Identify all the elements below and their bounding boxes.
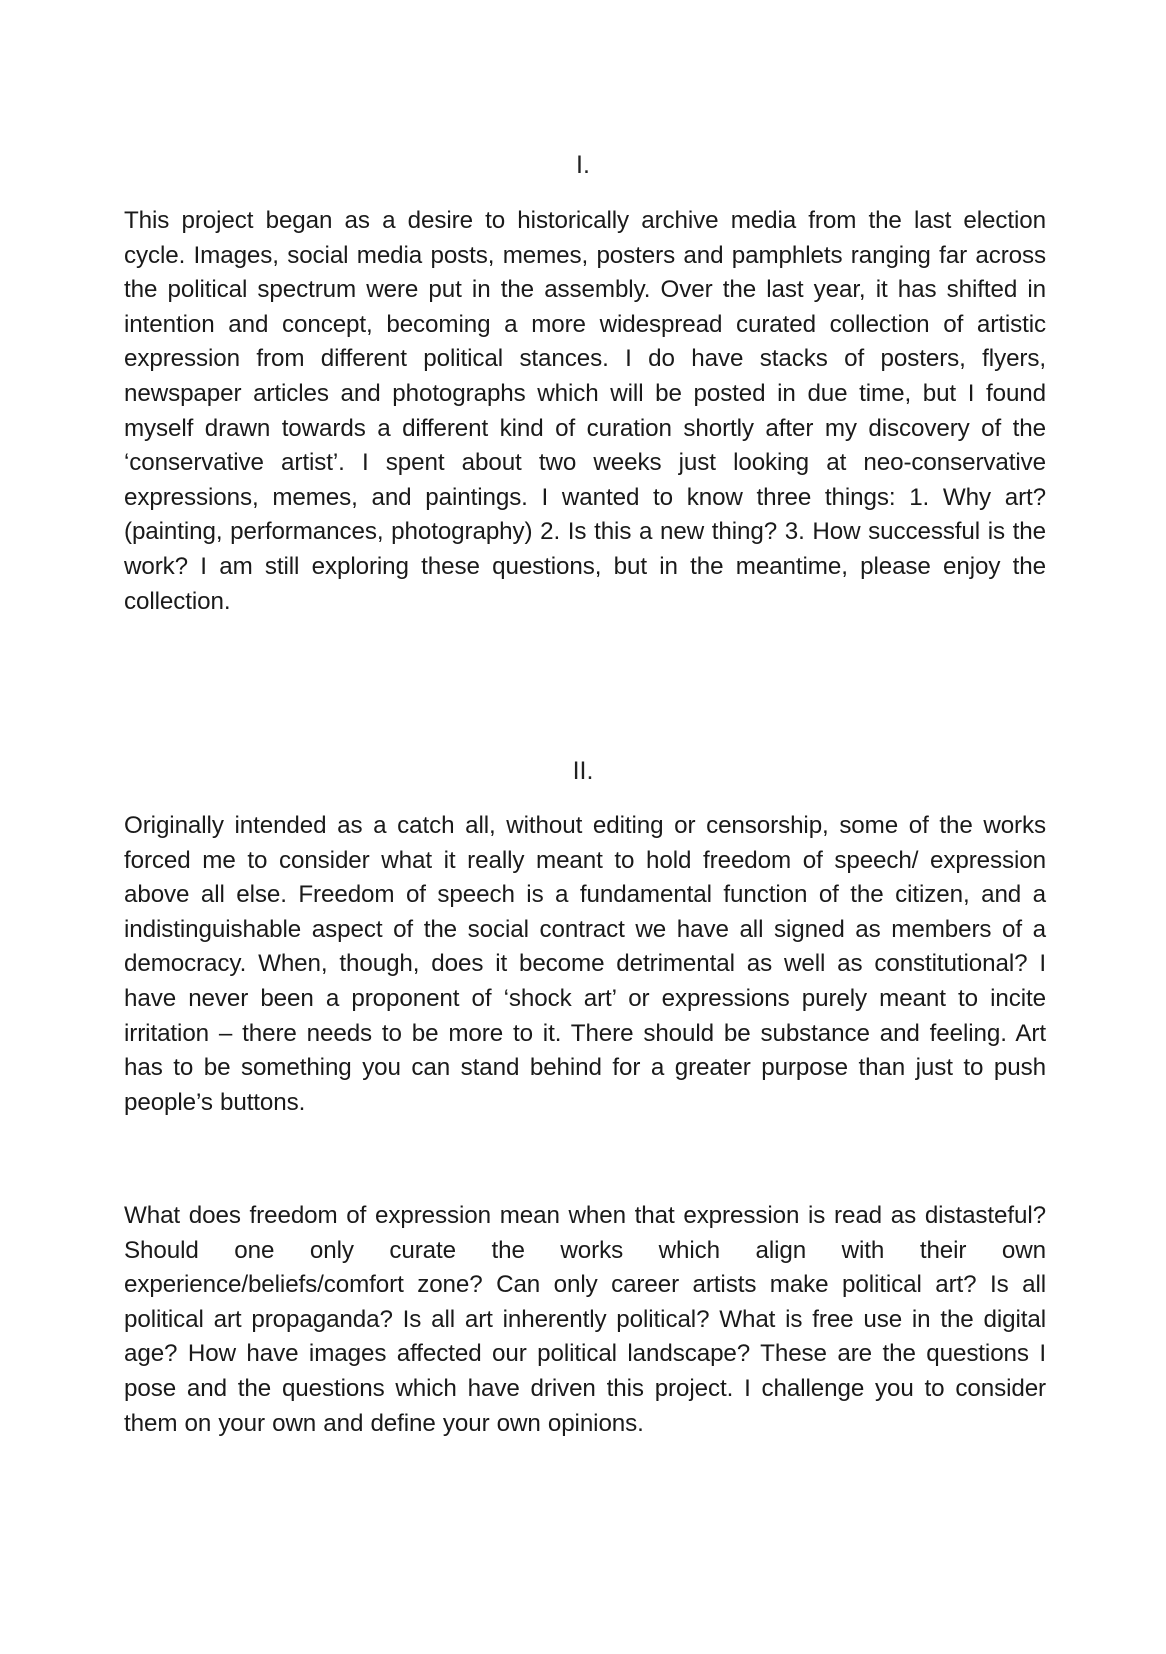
section-two-paragraph-two: What does freedom of expression mean when that expression is read as distasteful? Should one only curate the works which align with their own experience/beliefs/comfort zone? Can only career artists make political art? Is all political art propaganda? Is all art inherently political? What is free use in the digital age? How have images affected our political landscape? These are the questions I pose and the questions which have driven this project. I challenge you to consider them on your own and define your own opinions. bbox=[124, 1202, 1046, 1437]
section-numeral-one: I. bbox=[576, 151, 590, 179]
section-two-paragraph-one: Originally intended as a catch all, without editing or censorship, some of the works forced me to consider what it really meant to hold freedom of speech/ expression above all else. Freedom of speech is a fundamental function of the citizen, and a indistinguishable aspect of the social contract we have all signed as members of a democracy. When, though, does it become detrimental as well as constitutional? I have never been a proponent of ‘shock art’ or expressions purely meant to incite irritation – there needs to be more to it. There should be substance and feeling. Art has to be something you can stand behind for a greater purpose than just to push people’s buttons. bbox=[124, 812, 1046, 1116]
section-numeral-two: II. bbox=[572, 757, 594, 785]
section-one-paragraph: This project began as a desire to historically archive media from the last election cycle. Images, social media posts, memes, posters and pamphlets ranging far across the political spectrum were put in the assembly. Over the last year, it has shifted in intention and concept, becoming a more widespread curated collection of artistic expression from different political stances. I do have stacks of posters, flyers, newspaper articles and photographs which will be posted in due time, but I found myself drawn towards a different kind of curation shortly after my discovery of the ‘conservative artist’. I spent about two weeks just looking at neo-conservative expressions, memes, and paintings. I wanted to know three things: 1. Why art? (painting, performances, photography) 2. Is this a new thing? 3. How successful is the work? I am still exploring these questions, but in the meantime, please enjoy the collection. bbox=[124, 207, 1046, 615]
